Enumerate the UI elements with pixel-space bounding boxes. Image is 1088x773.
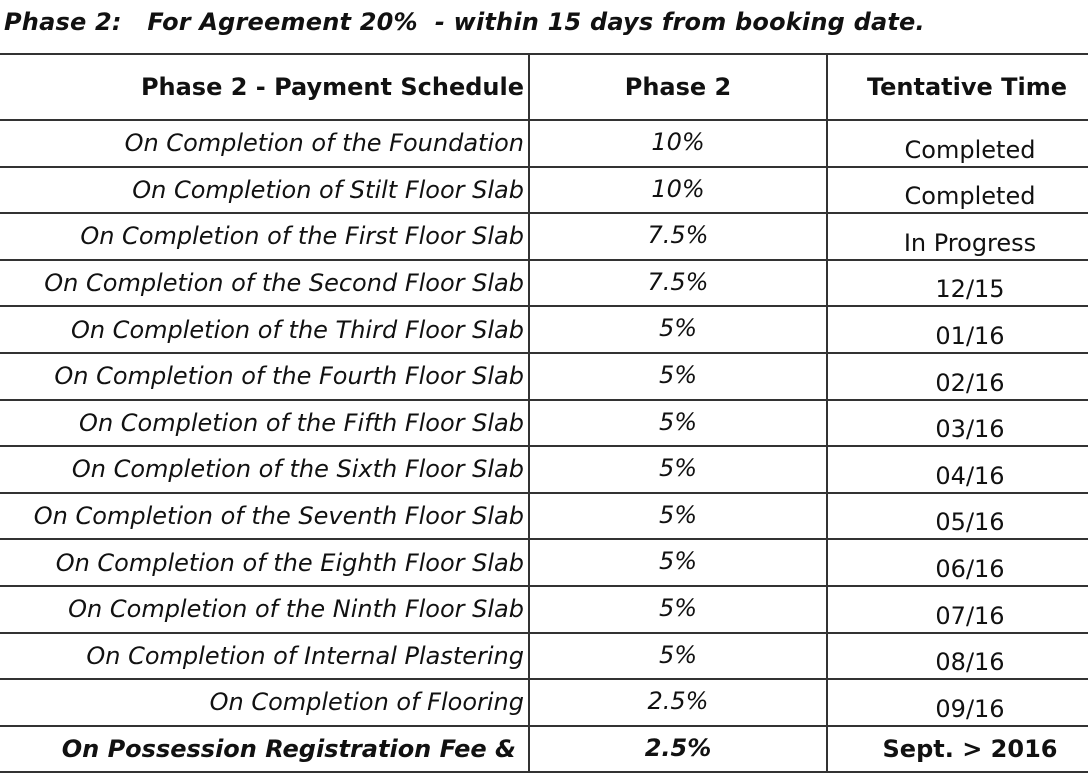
stage-cell: On Completion of the Seventh Floor Slab [0, 493, 529, 540]
table-row [0, 306, 1088, 353]
time-cell: Sept. > 2016 [827, 726, 1088, 773]
table-row [0, 353, 1088, 400]
stage-cell: On Completion of the Ninth Floor Slab [0, 586, 529, 633]
time-cell: Completed [827, 167, 1088, 214]
stage-cell: On Completion of Stilt Floor Slab [0, 167, 529, 214]
percent-cell: 10% [529, 120, 827, 167]
column-header-phase: Phase 2 [529, 54, 827, 120]
time-cell: 03/16 [827, 400, 1088, 447]
percent-cell: 5% [529, 633, 827, 680]
table-row [0, 167, 1088, 214]
page-heading: Phase 2: For Agreement 20% - within 15 days from booking date. [4, 8, 925, 36]
percent-cell: 2.5% [529, 726, 827, 773]
table-row [0, 539, 1088, 586]
stage-cell: On Completion of the Sixth Floor Slab [0, 446, 529, 493]
table-header-row [0, 54, 1088, 120]
stage-cell: On Completion of Internal Plastering [0, 633, 529, 680]
table-row [0, 213, 1088, 260]
percent-cell: 5% [529, 400, 827, 447]
percent-cell: 10% [529, 167, 827, 214]
time-cell: 05/16 [827, 493, 1088, 540]
table-row [0, 120, 1088, 167]
stage-cell: On Completion of the Foundation [0, 120, 529, 167]
table-row [0, 446, 1088, 493]
time-cell: 02/16 [827, 353, 1088, 400]
table-row [0, 493, 1088, 540]
percent-cell: 7.5% [529, 213, 827, 260]
stage-cell: On Completion of the Third Floor Slab [0, 306, 529, 353]
time-cell: 09/16 [827, 679, 1088, 726]
column-header-schedule: Phase 2 - Payment Schedule [0, 54, 529, 120]
time-cell: 04/16 [827, 446, 1088, 493]
table-row [0, 679, 1088, 726]
stage-cell: On Completion of the Fourth Floor Slab [0, 353, 529, 400]
payment-schedule-table [0, 53, 1088, 773]
percent-cell: 5% [529, 446, 827, 493]
time-cell: 07/16 [827, 586, 1088, 633]
time-cell: 08/16 [827, 633, 1088, 680]
table-row [0, 586, 1088, 633]
percent-cell: 5% [529, 539, 827, 586]
stage-cell: On Completion of the Fifth Floor Slab [0, 400, 529, 447]
percent-cell: 2.5% [529, 679, 827, 726]
table-row [0, 260, 1088, 307]
stage-cell: On Completion of Flooring [0, 679, 529, 726]
time-cell: In Progress [827, 213, 1088, 260]
percent-cell: 5% [529, 306, 827, 353]
time-cell: Completed [827, 120, 1088, 167]
time-cell: 01/16 [827, 306, 1088, 353]
percent-cell: 5% [529, 353, 827, 400]
stage-cell: On Completion of the First Floor Slab [0, 213, 529, 260]
time-cell: 12/15 [827, 260, 1088, 307]
stage-cell: On Possession Registration Fee & [0, 726, 529, 773]
stage-cell: On Completion of the Eighth Floor Slab [0, 539, 529, 586]
percent-cell: 5% [529, 493, 827, 540]
column-header-tentative-time: Tentative Time [827, 54, 1088, 120]
percent-cell: 5% [529, 586, 827, 633]
table-row [0, 633, 1088, 680]
table-row-total [0, 726, 1088, 773]
percent-cell: 7.5% [529, 260, 827, 307]
table-row [0, 400, 1088, 447]
time-cell: 06/16 [827, 539, 1088, 586]
stage-cell: On Completion of the Second Floor Slab [0, 260, 529, 307]
